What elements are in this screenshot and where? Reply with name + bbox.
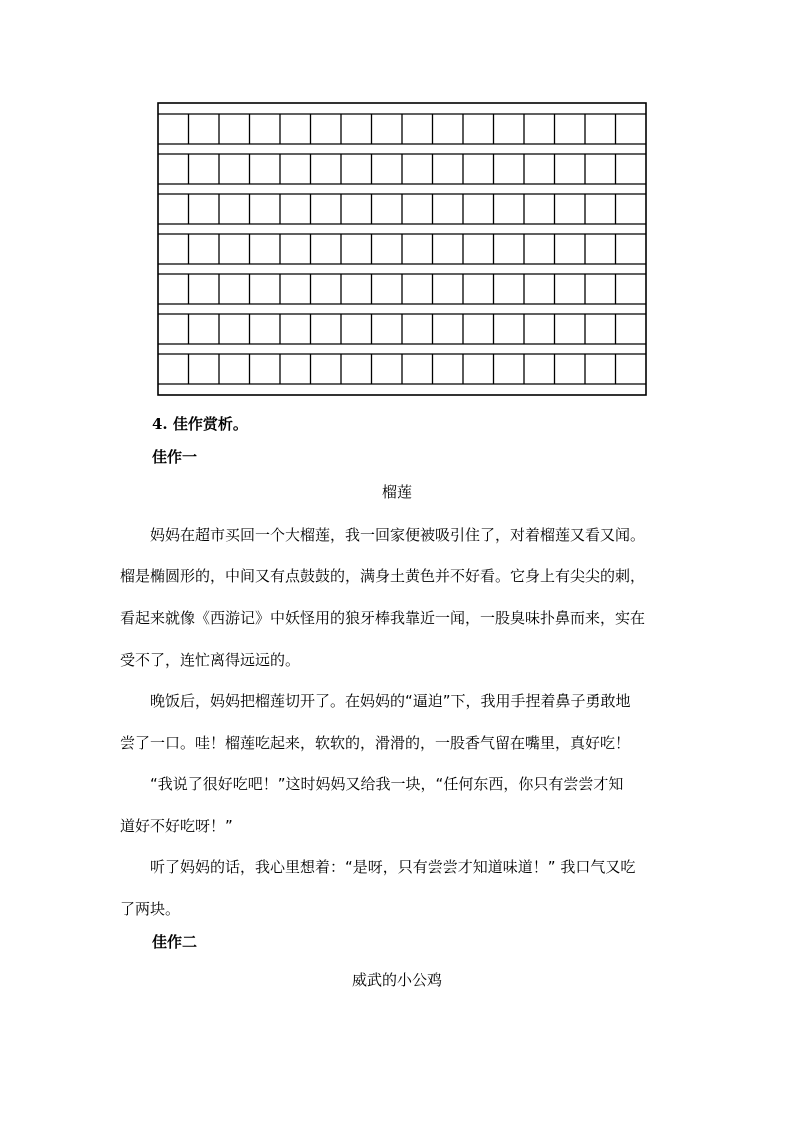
piece2-label: 佳作二 — [152, 933, 198, 951]
paragraph-line: 道好不好吃呀！” — [120, 817, 233, 835]
writing-grid-svg — [157, 102, 647, 396]
paragraph-line: 了两块。 — [120, 900, 181, 918]
paragraph-line: 看起来就像《西游记》中妖怪用的狼牙棒我靠近一闻，一股臭味扑鼻而来，实在 — [120, 609, 646, 627]
paragraph-line: “我说了很好吃吧！”这时妈妈又给我一块，“任何东西，你只有尝尝才知 — [150, 775, 624, 793]
paragraph-line: 尝了一口。哇！榴莲吃起来，软软的，滑滑的，一股香气留在嘴里，真好吃！ — [120, 734, 631, 752]
paragraph-line: 妈妈在超市买回一个大榴莲，我一回家便被吸引住了，对着榴莲又看又闻。 — [150, 526, 646, 544]
section-heading-4: 4. 佳作赏析。 — [152, 415, 248, 433]
paragraph-line: 晚饭后，妈妈把榴莲切开了。在妈妈的“逼迫”下，我用手捏着鼻子勇敢地 — [150, 692, 631, 710]
paragraph-line: 受不了，连忙离得远远的。 — [120, 651, 301, 669]
piece1-label: 佳作一 — [152, 448, 198, 466]
writing-grid — [157, 102, 647, 396]
piece1-title: 榴莲 — [381, 483, 412, 501]
piece2-title: 威武的小公鸡 — [351, 971, 442, 989]
paragraph-line: 榴是椭圆形的，中间又有点鼓鼓的，满身土黄色并不好看。它身上有尖尖的刺， — [120, 567, 646, 585]
paragraph-line: 听了妈妈的话，我心里想着：“是呀，只有尝尝才知道味道！” 我口气又吃 — [150, 858, 636, 876]
